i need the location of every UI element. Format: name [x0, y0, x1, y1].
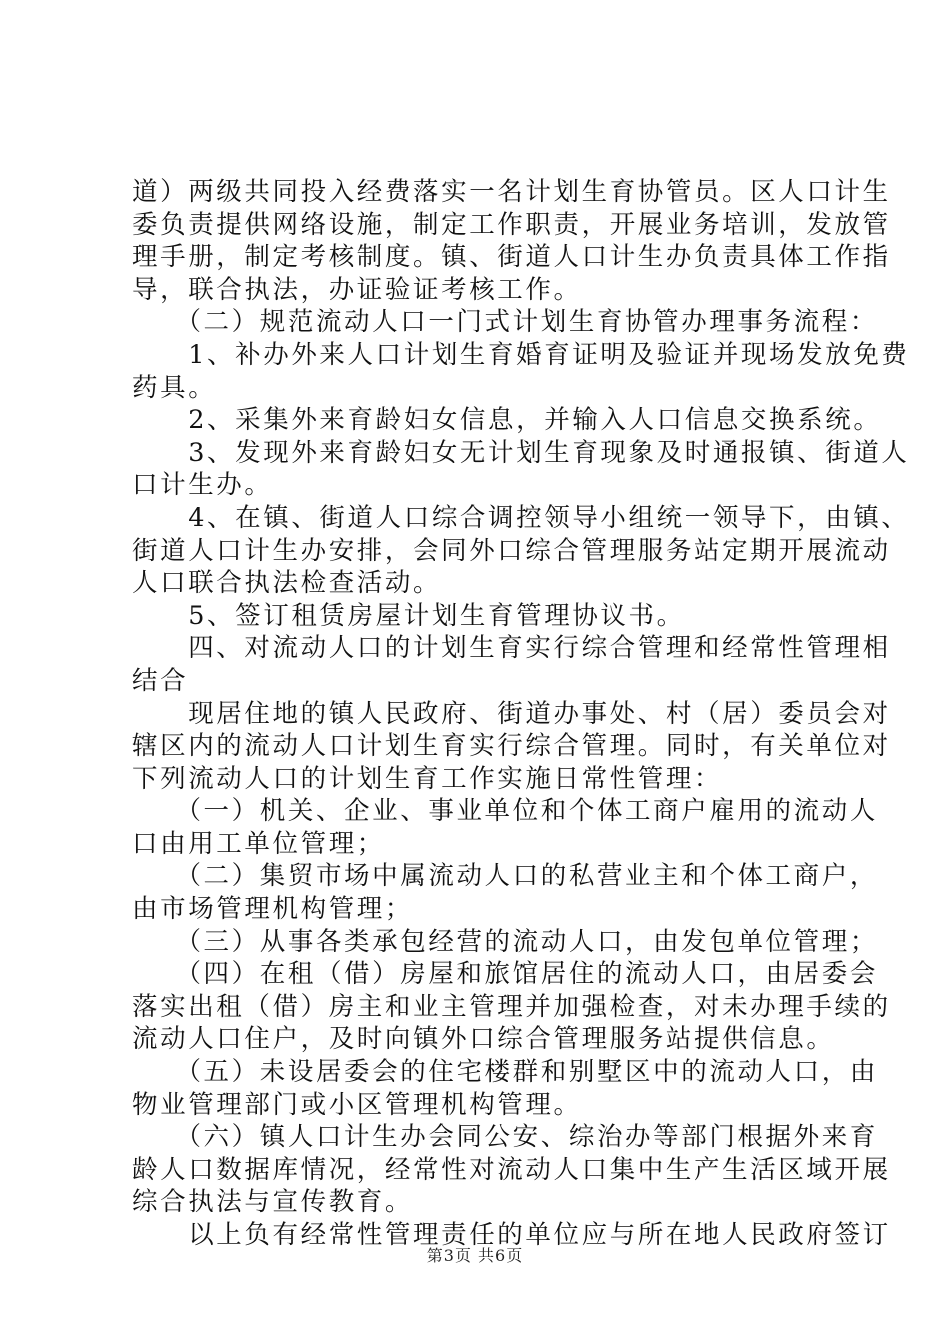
text-line: 口计生办。 — [132, 470, 273, 501]
text-line: 由市场管理机构管理； — [132, 894, 414, 925]
text-line: 物业管理部门或小区管理机构管理。 — [132, 1089, 582, 1120]
text-line: 委负责提供网络设施，制定工作职责，开展业务培训，发放管 — [132, 209, 891, 240]
text-line: 5、签订租赁房屋计划生育管理协议书。 — [132, 600, 685, 631]
text-line: 人口联合执法检查活动。 — [132, 568, 442, 599]
text-line: （四）在租（借）房屋和旅馆居住的流动人口，由居委会 — [132, 959, 878, 990]
text-line: （二）规范流动人口一门式计划生育协管办理事务流程： — [132, 307, 878, 338]
text-line: 2、采集外来育龄妇女信息，并输入人口信息交换系统。 — [132, 405, 882, 436]
text-line: （三）从事各类承包经营的流动人口，由发包单位管理； — [132, 926, 878, 957]
text-line: 街道人口计生办安排，会同外口综合管理服务站定期开展流动 — [132, 535, 891, 566]
section-heading: 结合 — [132, 665, 189, 696]
text-line: 理手册，制定考核制度。镇、街道人口计生办负责具体工作指 — [132, 242, 891, 273]
text-line: （五）未设居委会的住宅楼群和别墅区中的流动人口，由 — [132, 1057, 878, 1088]
text-line: 口由用工单位管理； — [132, 828, 385, 859]
text-line: （二）集贸市场中属流动人口的私营业主和个体工商户， — [132, 861, 878, 892]
text-line: 导，联合执法，办证验证考核工作。 — [132, 274, 582, 305]
text-line: 1、补办外来人口计划生育婚育证明及验证并现场发放免费 — [132, 339, 910, 370]
text-line: 药具。 — [132, 372, 217, 403]
text-line: 流动人口住户，及时向镇外口综合管理服务站提供信息。 — [132, 1024, 835, 1055]
text-line: 落实出租（借）房主和业主管理并加强检查，对未办理手续的 — [132, 991, 891, 1022]
section-heading: 四、对流动人口的计划生育实行综合管理和经常性管理相 — [132, 633, 891, 664]
text-line: 4、在镇、街道人口综合调控领导小组统一领导下，由镇、 — [132, 502, 910, 533]
text-line: 下列流动人口的计划生育工作实施日常性管理： — [132, 763, 723, 794]
body-text — [132, 176, 910, 1252]
text-line: 辖区内的流动人口计划生育实行综合管理。同时，有关单位对 — [132, 731, 891, 762]
text-line: 现居住地的镇人民政府、街道办事处、村（居）委员会对 — [132, 698, 891, 729]
text-line: 道）两级共同投入经费落实一名计划生育协管员。区人口计生 — [132, 177, 891, 207]
page-number-footer: 第3页 共6页 — [426, 1246, 524, 1265]
text-line: 综合执法与宣传教育。 — [132, 1187, 414, 1218]
text-line: 3、发现外来育龄妇女无计划生育现象及时通报镇、街道人 — [132, 437, 910, 468]
text-line: （一）机关、企业、事业单位和个体工商户雇用的流动人 — [132, 796, 878, 827]
text-line: （六）镇人口计生办会同公安、综治办等部门根据外来育 — [132, 1122, 878, 1153]
text-line: 龄人口数据库情况，经常性对流动人口集中生产生活区域开展 — [132, 1154, 891, 1185]
text-line: 以上负有经常性管理责任的单位应与所在地人民政府签订 — [132, 1220, 891, 1250]
